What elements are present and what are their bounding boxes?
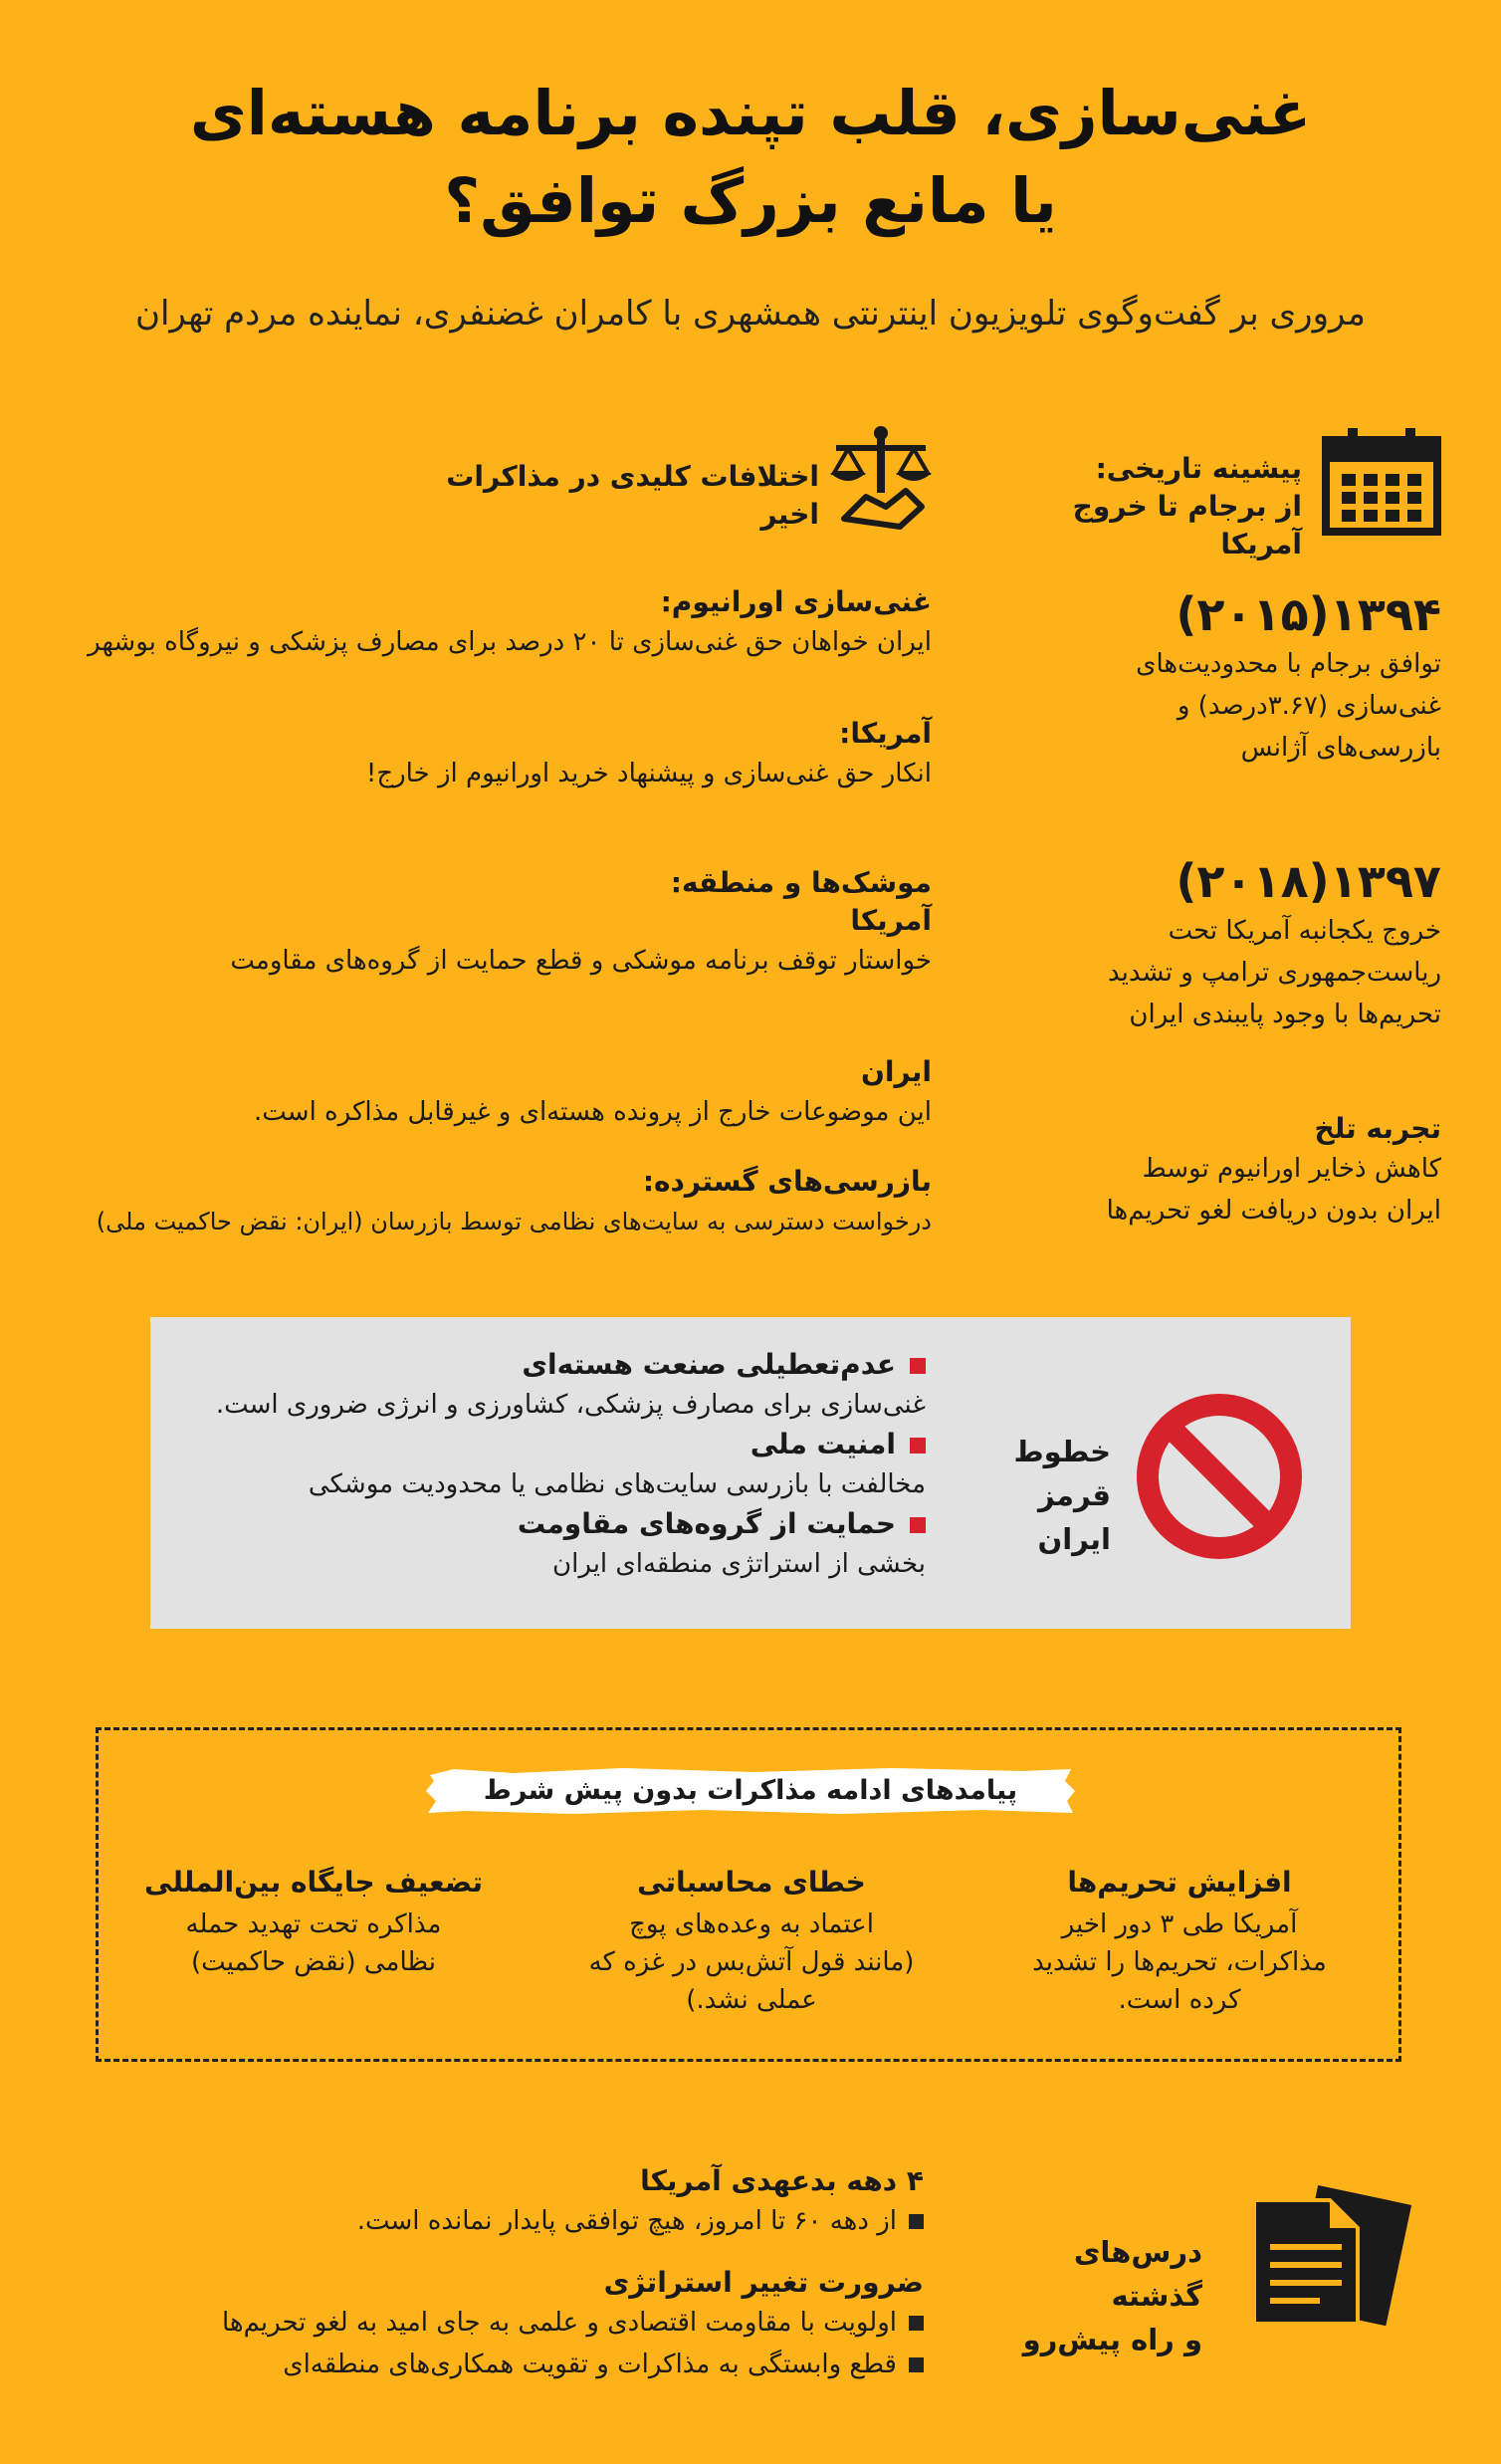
history-heading: پیشینه تاریخی: از برجام تا خروج آمریکا <box>1072 452 1302 560</box>
red-line-item: امنیت ملی مخالفت با بازرسی سایت‌های نظامی یا محدودیت موشکی <box>308 1428 926 1499</box>
lessons-list <box>107 2162 924 2385</box>
consequence-weakening: تضعیف جایگاه بین‌المللی مذاکره تحت تهدید حمله نظامی (نقض حاکمیت) <box>144 1866 483 1977</box>
consequence-miscalculation: خطای محاسباتی اعتماد به وعده‌های پوچ (مانند قول آتش‌بس در غزه که عملی نشد.) <box>588 1866 915 2015</box>
red-bullet <box>910 1517 926 1533</box>
lesson-group: ۴ دهه بدعهدی آمریکا از دهه ۶۰ تا امروز، هیچ توافقی پایدار نمانده است. <box>356 2164 924 2236</box>
square-bullet <box>909 2316 924 2331</box>
red-bullet <box>910 1438 926 1454</box>
prohibited-icon <box>1135 1392 1304 1561</box>
red-bullet <box>910 1358 926 1374</box>
dispute-iran: ایران این موضوعات خارج از پرونده هسته‌ای و غیرقابل مذاکره است. <box>253 1055 932 1127</box>
calendar-icon <box>1322 426 1441 536</box>
history-event-2018: ۱۳۹۷(۲۰۱۸) خروج یکجانبه آمریکا تحت ریاست‌جمهوری ترامپ و تشدید تحریم‌ها با وجود پایبندی ایران <box>1043 852 1441 1035</box>
dispute-inspections: بازرسی‌های گسترده: درخواست دسترسی به سایت‌های نظامی توسط بازرسان (ایران: نقض حاکمیت ملی) <box>96 1165 932 1235</box>
title-line-1: غنی‌سازی، قلب تپنده برنامه هسته‌ای <box>189 77 1312 149</box>
consequence-sanctions: افزایش تحریم‌ها آمریکا طی ۳ دور اخیر مذاکرات، تحریم‌ها را تشدید کرده است. <box>1032 1866 1327 2015</box>
red-line-item: حمایت از گروه‌های مقاومت بخشی از استراتژی منطقه‌ای ایران <box>517 1507 926 1579</box>
square-bullet <box>909 2357 924 2372</box>
bitter-experience: تجربه تلخ کاهش ذخایر اورانیوم توسط ایران بدون دریافت لغو تحریم‌ها <box>1106 1112 1441 1226</box>
disputes-heading: اختلافات کلیدی در مذاکرات اخیر <box>446 460 819 531</box>
dispute-enrichment: غنی‌سازی اورانیوم: ایران خواهان حق غنی‌سازی تا ۲۰ درصد برای مصارف پزشکی و نیروگاه بوشهر <box>88 585 932 657</box>
lesson-group: ضرورت تغییر استراتژی اولویت با مقاومت اقتصادی و علمی به جای امید به لغو تحریم‌ها قطع وابستگی به مذاکرات و تقویت همکاری‌های منطقه‌ای <box>221 2266 924 2379</box>
dispute-america: آمریکا: انکار حق غنی‌سازی و پیشنهاد خرید اورانیوم از خارج! <box>365 717 932 788</box>
title-line-2: یا مانع بزرگ توافق؟ <box>444 164 1057 237</box>
event-year: ۱۳۹۷(۲۰۱۸) <box>1176 854 1441 908</box>
square-bullet <box>909 2214 924 2229</box>
red-lines-list <box>169 1346 926 1585</box>
scales-handshake-icon <box>826 423 936 533</box>
red-line-item: عدم‌تعطیلی صنعت هسته‌ای غنی‌سازی برای مصارف پزشکی، کشاورزی و انرژی ضروری است. <box>215 1348 926 1420</box>
documents-icon <box>1234 2182 1413 2332</box>
consequences-heading: پیامدهای ادامه مذاکرات بدون پیش شرط <box>483 1775 1018 1806</box>
red-lines-title: خطوط قرمز ایران <box>1013 1435 1111 1556</box>
subtitle: مروری بر گفت‌وگوی تلویزیون اینترنتی همشهری با کامران غضنفری، نماینده مردم تهران <box>135 294 1366 334</box>
event-year: ۱۳۹۴(۲۰۱۵) <box>1176 587 1441 641</box>
dispute-missiles: موشک‌ها و منطقه: آمریکا خواستار توقف برنامه موشکی و قطع حمایت از گروه‌های مقاومت <box>230 866 932 976</box>
main-title <box>0 70 1501 245</box>
lessons-title: درس‌های گذشته و راه پیش‌رو <box>1022 2235 1202 2356</box>
history-event-2015: ۱۳۹۴(۲۰۱۵) توافق برجام با محدودیت‌های غنی‌سازی (۳.۶۷درصد) و بازرسی‌های آژانس <box>1043 585 1441 769</box>
